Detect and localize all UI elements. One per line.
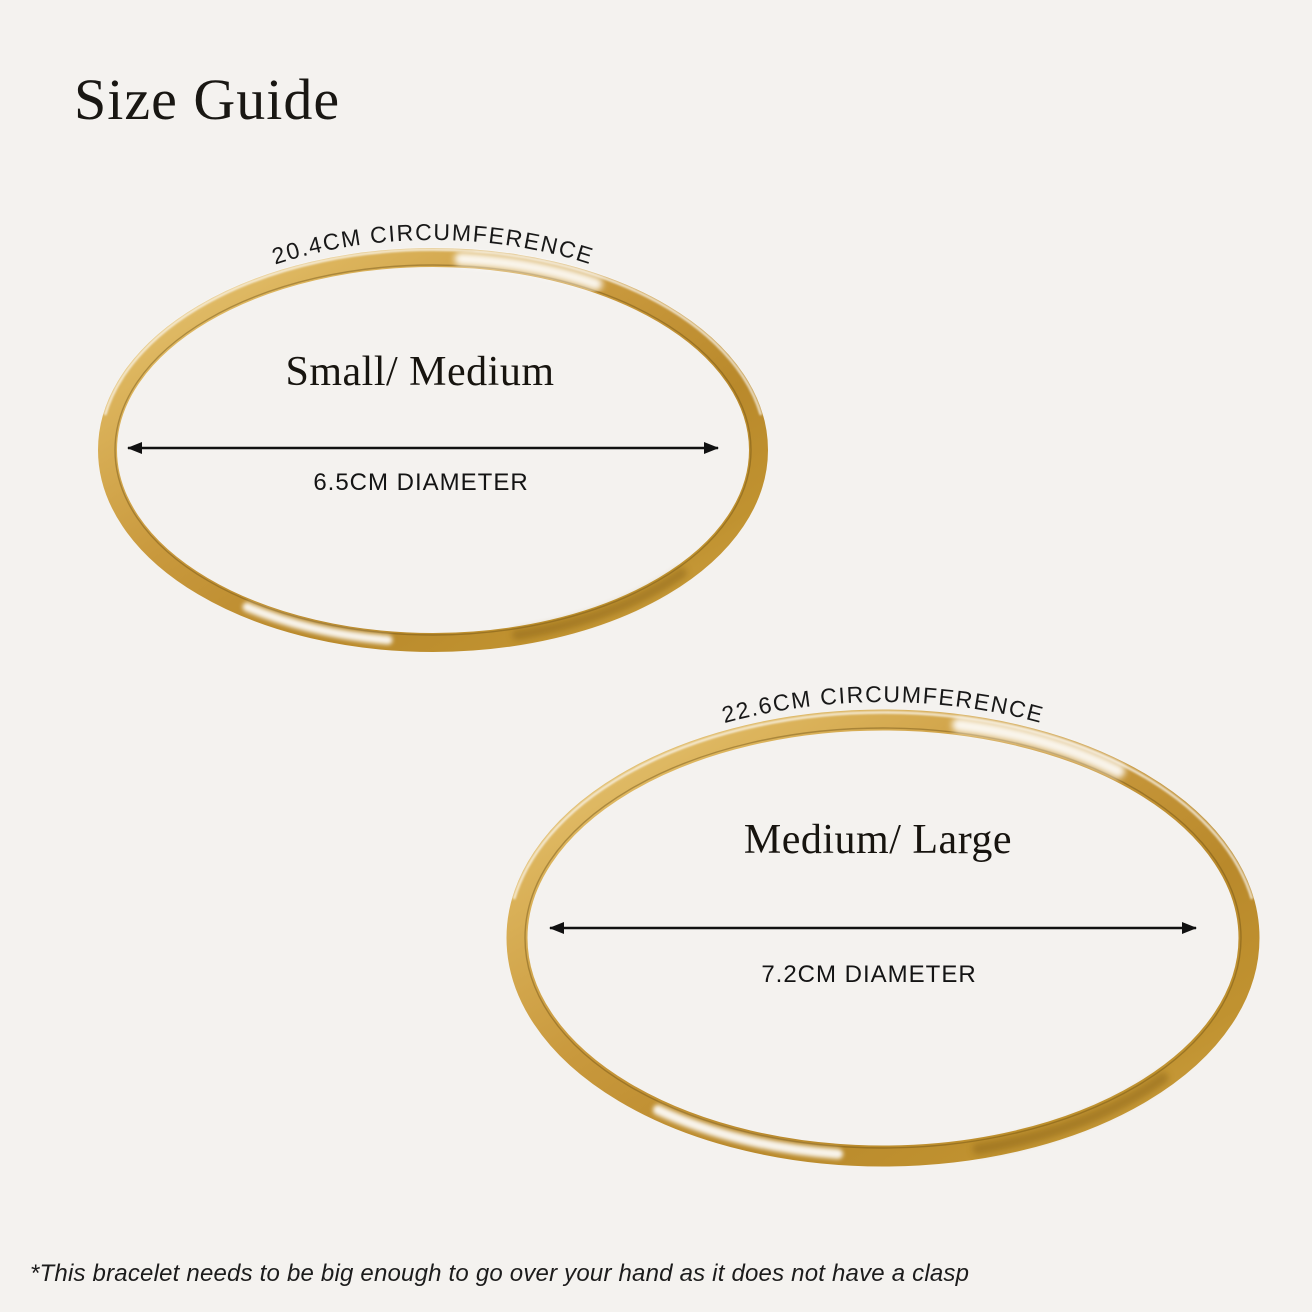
bangle-medium-large <box>514 681 1252 1156</box>
diameter-label-small-medium: 6.5CM DIAMETER <box>313 469 529 496</box>
bangle-top-edge-highlight <box>514 712 1252 899</box>
size-label-medium-large: Medium/ Large <box>743 817 1013 863</box>
page-title: Size Guide <box>74 67 341 132</box>
footnote-text: *This bracelet needs to be big enough to go over your hand as it does not have a clasp <box>30 1260 970 1287</box>
circumference-label-medium-large: 22.6CM CIRCUMFERENCE <box>718 681 1048 729</box>
size-label-small-medium: Small/ Medium <box>285 349 555 395</box>
bangle-small-medium <box>105 219 761 643</box>
bangle-inner-seam <box>115 265 751 635</box>
diameter-label-medium-large: 7.2CM DIAMETER <box>761 961 977 988</box>
circumference-label-small-medium: 20.4CM CIRCUMFERENCE <box>268 218 598 270</box>
